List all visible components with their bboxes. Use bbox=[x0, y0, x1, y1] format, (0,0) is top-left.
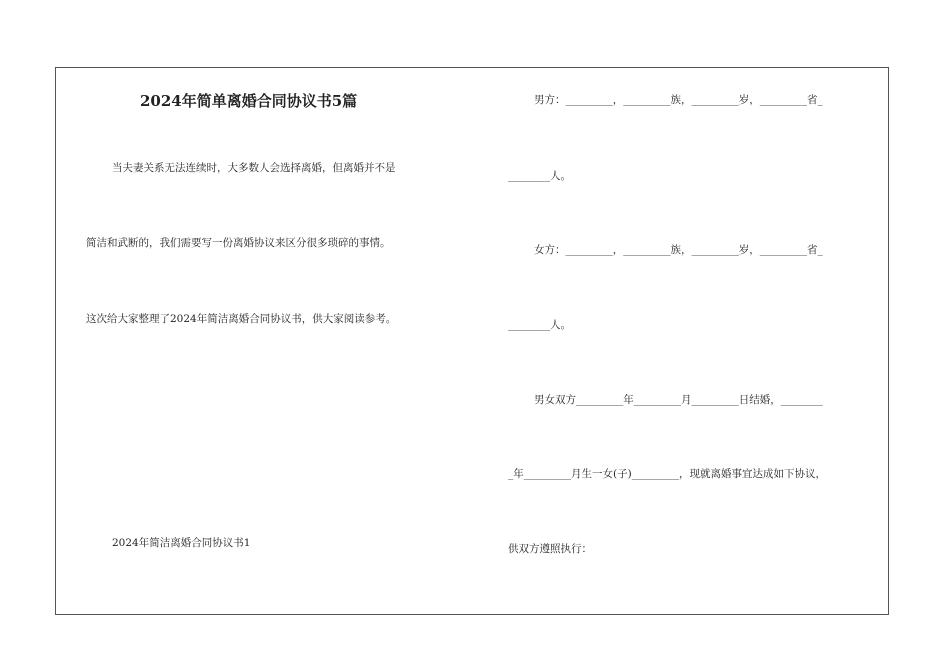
intro-paragraph-line-1: 当夫妻关系无法连续时，大多数人会选择离婚，但离婚并不是 bbox=[112, 162, 396, 174]
marriage-line-3: 供双方遵照执行： bbox=[508, 543, 592, 555]
man-info-line-1: 男方：_________，_________族，_________岁，_________省_ bbox=[534, 94, 823, 106]
woman-info-line-2: ________人。 bbox=[508, 319, 571, 331]
document-title: 2024年简单离婚合同协议书5篇 bbox=[140, 92, 358, 110]
intro-paragraph-line-2: 简洁和武断的，我们需要写一份离婚协议来区分很多琐碎的事情。 bbox=[86, 237, 391, 249]
intro-paragraph-line-3: 这次给大家整理了2024年简洁离婚合同协议书，供大家阅读参考。 bbox=[86, 313, 397, 325]
man-info-line-2: ________人。 bbox=[508, 170, 571, 182]
section-heading: 2024年简洁离婚合同协议书1 bbox=[112, 537, 251, 549]
marriage-line-1: 男女双方_________年_________月_________日结婚，________ bbox=[534, 394, 823, 406]
page-border bbox=[55, 67, 889, 615]
woman-info-line-1: 女方：_________，_________族，_________岁，_________省_ bbox=[534, 244, 823, 256]
marriage-line-2: _年_________月生一女(子)_________，现就离婚事宜达成如下协议， bbox=[508, 468, 826, 480]
